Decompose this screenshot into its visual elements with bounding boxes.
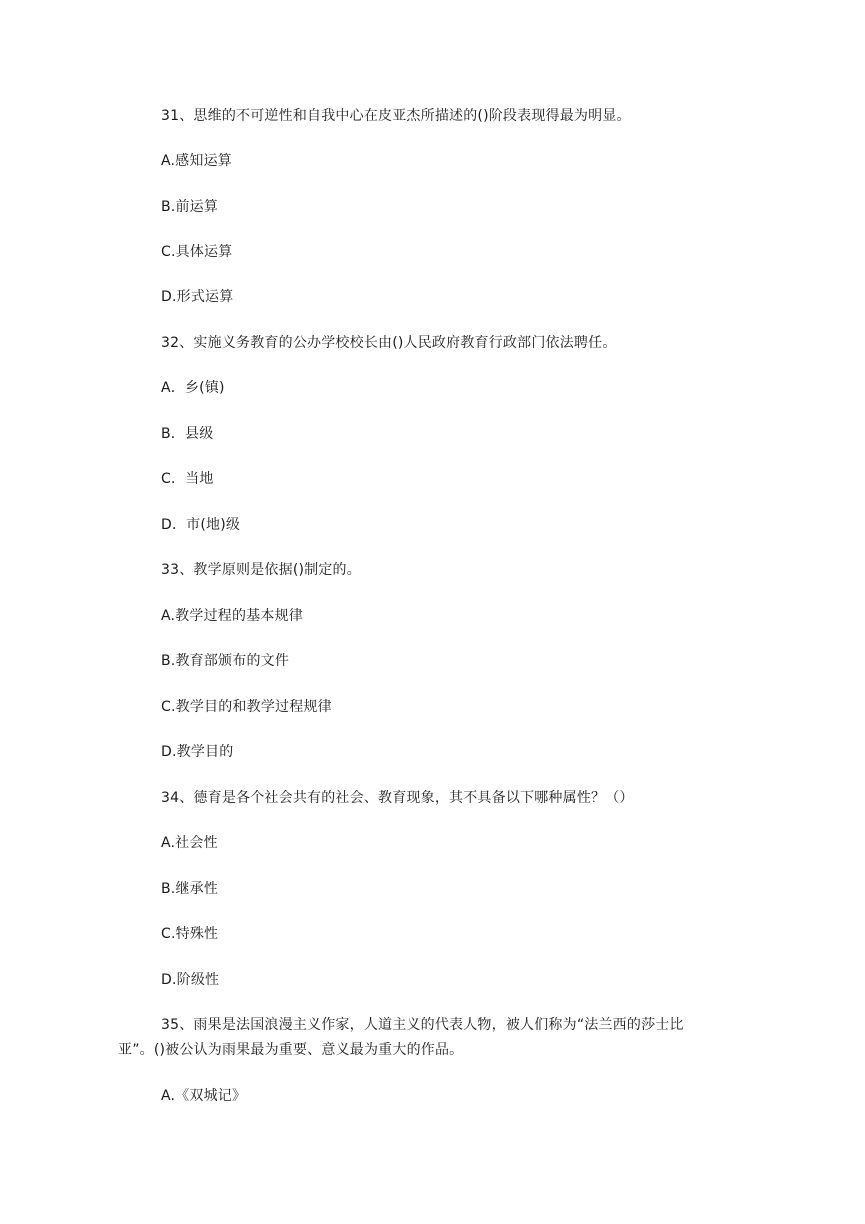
- question-32-option-a: A．乡(镇): [161, 380, 225, 396]
- question-31-stem: 31、思维的不可逆性和自我中心在皮亚杰所描述的()阶段表现得最为明显。: [161, 108, 631, 124]
- question-32-stem: 32、实施义务教育的公办学校校长由()人民政府教育行政部门依法聘任。: [161, 335, 617, 351]
- question-34-option-a: A.社会性: [161, 835, 218, 851]
- question-32-option-c: C．当地: [161, 471, 214, 487]
- question-35-option-a: A.《双城记》: [161, 1088, 247, 1104]
- question-35-stem-line-2: 亚”。()被公认为雨果最为重要、意义最为重大的作品。: [118, 1042, 464, 1058]
- question-31-option-c: C.具体运算: [161, 244, 233, 260]
- question-34-stem: 34、德育是各个社会共有的社会、教育现象，其不具备以下哪种属性？（）: [161, 790, 634, 806]
- question-34-option-b: B.继承性: [161, 881, 219, 897]
- question-32-option-d: D．市(地)级: [161, 517, 241, 533]
- question-33-option-c: C.教学目的和教学过程规律: [161, 699, 332, 715]
- question-33-stem: 33、教学原则是依据()制定的。: [161, 562, 361, 578]
- question-34-option-c: C.特殊性: [161, 926, 219, 942]
- question-33-option-b: B.教育部颁布的文件: [161, 653, 290, 669]
- question-31-option-d: D.形式运算: [161, 289, 234, 305]
- question-35-stem-line-1: 35、雨果是法国浪漫主义作家，人道主义的代表人物，被人们称为“法兰西的莎士比: [161, 1017, 684, 1033]
- question-33-option-a: A.教学过程的基本规律: [161, 608, 303, 624]
- question-31-option-b: B.前运算: [161, 199, 219, 215]
- question-33-option-d: D.教学目的: [161, 744, 234, 760]
- question-34-option-d: D.阶级性: [161, 972, 220, 988]
- question-31-option-a: A.感知运算: [161, 153, 232, 169]
- question-32-option-b: B．县级: [161, 426, 214, 442]
